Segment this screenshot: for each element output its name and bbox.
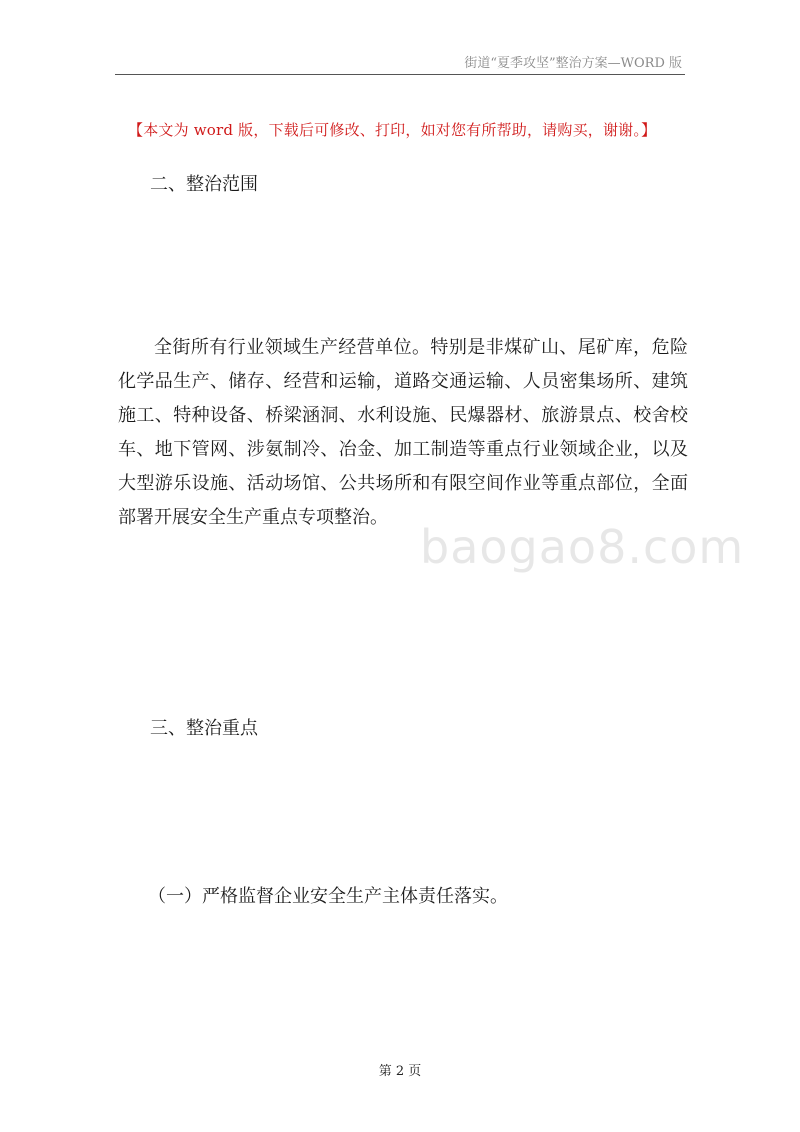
- header-divider: [115, 74, 685, 75]
- watermark: baogao8.com: [420, 520, 745, 574]
- download-notice: 【本文为 word 版，下载后可修改、打印，如对您有所帮助，请购买，谢谢。】: [128, 121, 657, 139]
- section-heading-scope: 二、整治范围: [150, 174, 258, 195]
- section-body-scope: 全街所有行业领域生产经营单位。特别是非煤矿山、尾矿库，危险化学品生产、储存、经营和运输，道路交通运输、人员密集场所、建筑施工、特种设备、桥梁涵洞、水利设施、民爆器材、旅游景点、校舍校车、地下管网、涉氨制冷、冶金、加工制造等重点行业领域企业，以及大型游乐设施、活动场馆、公共场所和有限空间作业等重点部位，全面部署开展安全生产重点专项整治。: [118, 337, 688, 528]
- header-title: 街道“夏季攻坚”整治方案—WORD 版: [464, 56, 682, 71]
- page-number: 第 2 页: [378, 1064, 422, 1079]
- section-subheading-1: （一）严格监督企业安全生产主体责任落实。: [148, 886, 508, 907]
- section-heading-focus: 三、整治重点: [150, 718, 258, 739]
